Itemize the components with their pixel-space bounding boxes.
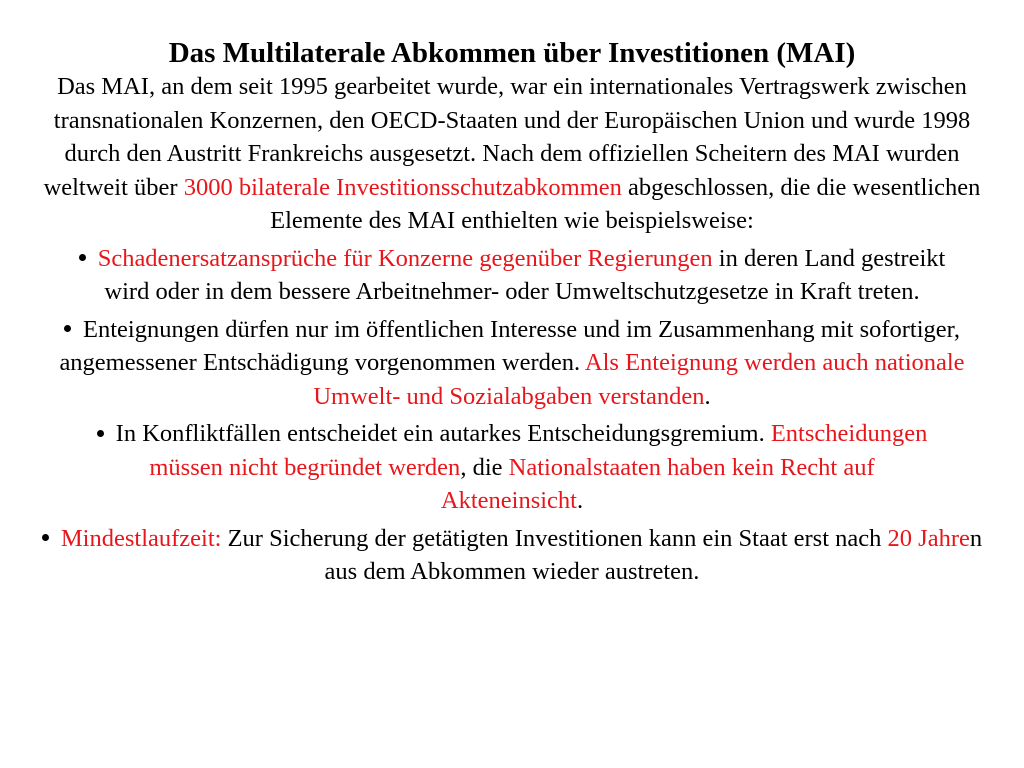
bullet-dot-icon xyxy=(79,254,86,261)
bullet-3-highlight-2: Nationalstaaten haben kein Recht auf Akteneinsicht xyxy=(440,453,875,514)
bullet-4-highlight-2: 20 Jahre xyxy=(887,524,970,552)
bullet-2-highlight: Als Enteignung werden auch nationale Umwelt- und Sozialabgaben verstanden xyxy=(313,349,965,410)
bullet-1-highlight: Schadenersatzansprüche für Konzerne gegenüber Regierungen xyxy=(97,244,713,272)
bullet-item-expropriation xyxy=(30,313,994,414)
bullet-3-end: . xyxy=(576,487,584,514)
intro-paragraph xyxy=(30,70,994,238)
bullet-item-damages xyxy=(30,242,994,309)
bullet-dot-icon xyxy=(42,534,49,541)
bullet-3-highlight-1: Entscheidungen müssen nicht begründet werden xyxy=(149,420,928,481)
bullet-2-text: Enteignungen dürfen nur im öffentlichen Interesse und im Zusammenhang mit sofortiger, angemessener Entschädigung vorgenommen werden. xyxy=(59,315,960,376)
bullet-4-highlight-1: Mindestlaufzeit: xyxy=(60,524,222,552)
bullet-item-conflicts xyxy=(30,417,994,518)
bullet-3-text: In Konfliktfällen entscheidet ein autarkes Entscheidungsgremium. xyxy=(115,420,771,447)
bullet-3-middle: , die xyxy=(460,453,509,481)
bullet-2-end: . xyxy=(704,382,711,410)
bullet-4-end: n aus dem Abkommen wieder austreten. xyxy=(324,524,983,585)
bullet-dot-icon xyxy=(64,325,71,332)
bullet-1-text: in deren Land gestreikt wird oder in dem bessere Arbeitnehmer- oder Umweltschutzgesetze in Kraft treten. xyxy=(104,244,946,305)
intro-highlight: 3000 bilaterale Investitionsschutzabkommen xyxy=(183,173,622,201)
bullet-4-text: Zur Sicherung der getätigten Investitionen kann ein Staat erst nach xyxy=(221,524,888,552)
bullet-item-minimum-term xyxy=(30,522,994,589)
intro-text-1: Das MAI, an dem seit 1995 gearbeitet wurde, war ein internationales Vertragswerk zwischen transnationalen Konzernen, den OECD-Staaten und der Europäischen Union und wurde 1998 durch den Austritt Frankreichs ausgesetzt. Nach dem offiziellen Scheitern des MAI wurden weltweit über xyxy=(43,73,971,201)
bullet-dot-icon xyxy=(97,430,104,437)
intro-text-2: abgeschlossen, die die wesentlichen Elemente des MAI enthielten wie beispielsweise: xyxy=(270,173,981,234)
bullet-list xyxy=(30,242,994,589)
slide-title: Das Multilaterale Abkommen über Investitionen (MAI) xyxy=(168,37,856,69)
